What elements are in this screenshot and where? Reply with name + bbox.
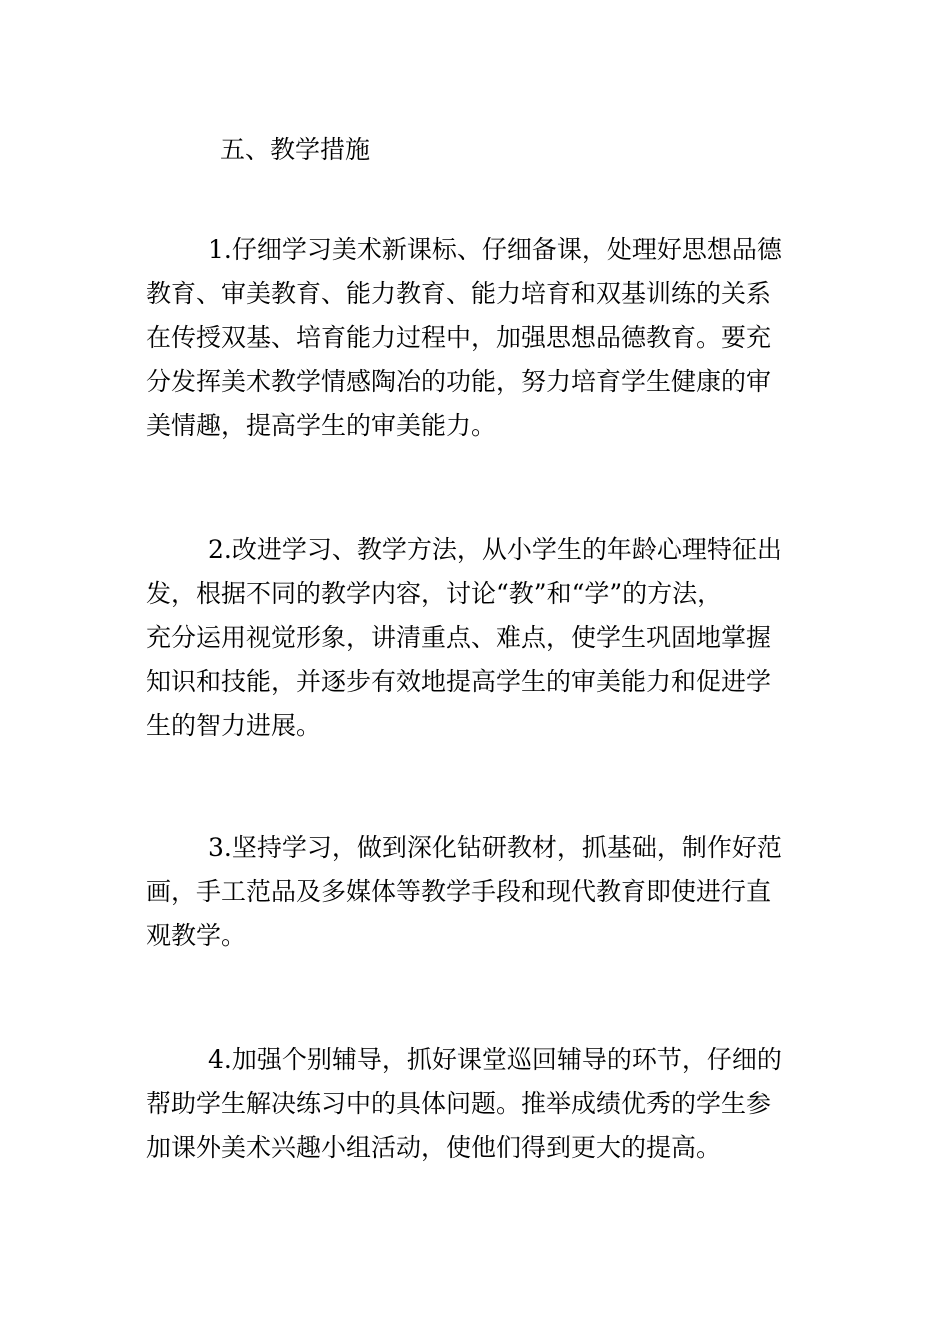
paragraph-line: 知识和技能，并逐步有效地提高学生的审美能力和促进学	[146, 667, 772, 696]
paragraph-line: 画，手工范品及多媒体等教学手段和现代教育即使进行直	[146, 877, 772, 906]
paragraph-line: 发，根据不同的教学内容，讨论“教”和“学”的方法，	[146, 579, 723, 608]
paragraph-line: 4.加强个别辅导，抓好课堂巡回辅导的环节，仔细的	[208, 1045, 782, 1074]
paragraph-line: 观教学。	[146, 921, 247, 950]
paragraph-3	[146, 826, 818, 958]
paragraph-4	[146, 1038, 818, 1170]
paragraph-line: 美情趣，提高学生的审美能力。	[146, 411, 497, 440]
paragraph-line: 分发挥美术教学情感陶冶的功能，努力培育学生健康的审	[146, 367, 772, 396]
paragraph-line: 2.改进学习、教学方法，从小学生的年龄心理特征出	[208, 535, 782, 564]
paragraph-line: 帮助学生解决练习中的具体问题。推举成绩优秀的学生参	[146, 1089, 772, 1118]
paragraph-line: 加课外美术兴趣小组活动，使他们得到更大的提高。	[146, 1133, 722, 1162]
paragraph-line: 3.坚持学习，做到深化钻研教材，抓基础，制作好范	[208, 833, 782, 862]
paragraph-line: 在传授双基、培育能力过程中，加强思想品德教育。要充	[146, 323, 772, 352]
section-heading: 五、教学措施	[220, 135, 371, 164]
paragraph-line: 生的智力进展。	[146, 711, 322, 740]
paragraph-2	[146, 528, 818, 748]
paragraph-line: 1.仔细学习美术新课标、仔细备课，处理好思想品德	[208, 235, 782, 264]
paragraph-line: 充分运用视觉形象，讲清重点、难点，使学生巩固地掌握	[146, 623, 772, 652]
paragraph-line: 教育、审美教育、能力教育、能力培育和双基训练的关系	[146, 279, 772, 308]
paragraph-1	[146, 228, 818, 448]
